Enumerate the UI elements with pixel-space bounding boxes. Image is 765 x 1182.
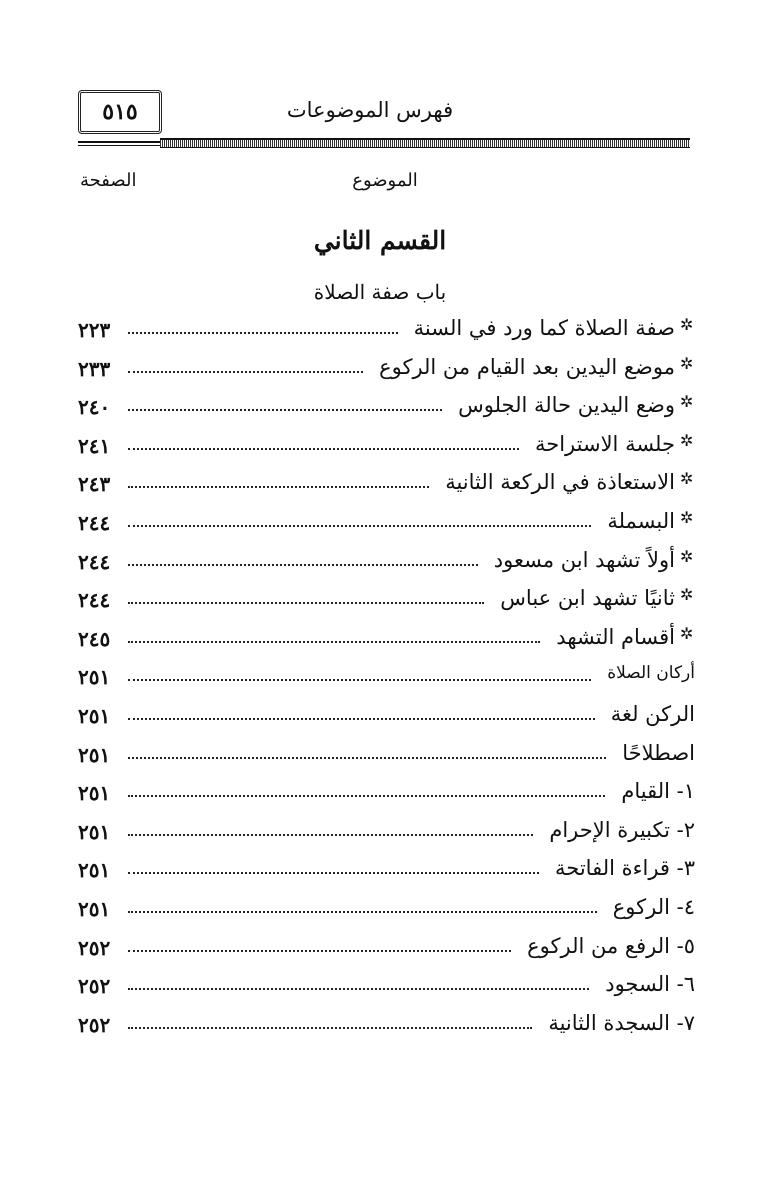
toc-entry-text: موضع اليدين بعد القيام من الركوع	[379, 354, 675, 379]
toc-entry-text: ٦- السجود	[605, 972, 695, 997]
toc-page-number: ٢٤٥	[78, 626, 111, 651]
toc-page-number: ٢٥١	[78, 665, 111, 690]
toc-entry	[454, 393, 695, 417]
flower-bullet-icon	[681, 360, 695, 374]
toc-leader-dots	[128, 525, 591, 527]
flower-bullet-icon	[681, 591, 695, 605]
running-header-title: فهرس الموضوعات	[286, 98, 454, 122]
toc-row	[78, 659, 695, 698]
toc-page-number: ٢٥١	[78, 819, 111, 844]
toc-entry	[490, 548, 695, 572]
toc-entry	[609, 895, 695, 919]
toc-leader-dots	[128, 371, 363, 373]
flower-bullet-icon	[681, 475, 695, 489]
toc-row	[78, 389, 695, 428]
toc-page-number: ٢٤١	[78, 433, 111, 458]
toc-leader-dots	[128, 834, 533, 836]
toc-entry	[551, 856, 695, 880]
toc-leader-dots	[128, 679, 591, 681]
toc-entry	[603, 663, 695, 683]
toc-row	[78, 428, 695, 467]
toc-page-number: ٢٥٢	[78, 974, 111, 999]
toc-leader-dots	[128, 795, 605, 797]
toc-leader-dots	[128, 950, 511, 952]
flower-bullet-icon	[681, 514, 695, 528]
toc-entry-text: وضع اليدين حالة الجلوس	[458, 393, 675, 418]
header-rule	[160, 138, 690, 148]
toc-row	[78, 852, 695, 891]
toc-row	[78, 930, 695, 969]
toc-entry	[496, 586, 695, 610]
toc-entry	[552, 625, 695, 649]
page-number	[78, 90, 162, 134]
toc-entry	[375, 355, 695, 379]
toc-entry	[545, 818, 695, 842]
toc-leader-dots	[128, 988, 589, 990]
toc-leader-dots	[128, 718, 595, 720]
toc-entry-text: الركن لغة	[610, 701, 695, 726]
toc-entry-text: ٧- السجدة الثانية	[548, 1010, 695, 1035]
toc-page-number: ٢٤٤	[78, 510, 111, 535]
toc-row	[78, 351, 695, 390]
toc-leader-dots	[128, 332, 398, 334]
toc-entry-text: ثانيًا تشهد ابن عباس	[500, 586, 675, 611]
toc-row	[78, 312, 695, 351]
toc-row	[78, 544, 695, 583]
toc-entry-text: أولاً تشهد ابن مسعود	[493, 547, 675, 572]
section-title: القسم الثاني	[313, 226, 447, 255]
toc-entry	[617, 779, 695, 803]
toc-entry	[607, 702, 695, 726]
toc-row	[78, 968, 695, 1007]
toc-page-number: ٢٥٢	[78, 1012, 111, 1037]
toc-entry-text: جلسة الاستراحة	[534, 431, 675, 456]
toc-page-number: ٢٢٣	[78, 318, 111, 342]
toc-leader-dots	[128, 486, 429, 488]
toc-row	[78, 505, 695, 544]
toc-row	[78, 621, 695, 660]
toc-entry-text: ٣- قراءة الفاتحة	[555, 856, 695, 881]
toc-leader-dots	[128, 641, 540, 643]
toc-page-number: ٢٥١	[78, 858, 111, 883]
toc-leader-dots	[128, 911, 597, 913]
toc-row	[78, 582, 695, 621]
toc-entry	[410, 316, 695, 340]
toc-leader-dots	[128, 602, 484, 604]
toc-leader-dots	[128, 409, 442, 411]
toc-entry-text: ٥- الرفع من الركوع	[527, 933, 695, 958]
toc-entry-text: البسملة	[607, 508, 675, 533]
toc-entry	[544, 1011, 695, 1035]
toc-page-number: ٢٤٤	[78, 588, 111, 613]
toc-entry	[601, 972, 695, 996]
toc-page-number: ٢٥١	[78, 781, 111, 806]
toc-row	[78, 814, 695, 853]
toc-row	[78, 891, 695, 930]
toc-page-number: ٢٣٣	[78, 356, 111, 381]
toc-entry-text: صفة الصلاة كما ورد في السنة	[413, 316, 675, 340]
flower-bullet-icon	[681, 321, 695, 335]
toc-leader-dots	[128, 448, 519, 450]
toc-leader-dots	[128, 1027, 532, 1029]
flower-bullet-icon	[681, 437, 695, 451]
toc-page-number: ٢٥١	[78, 703, 111, 728]
toc-row	[78, 775, 695, 814]
toc-entry	[603, 509, 695, 533]
toc-page-number: ٢٤٤	[78, 549, 111, 574]
toc-row	[78, 1007, 695, 1046]
toc-row	[78, 698, 695, 737]
table-of-contents	[78, 312, 695, 1045]
toc-page-number: ٢٤٣	[78, 472, 111, 497]
toc-entry	[618, 741, 695, 765]
column-heading-subject: الموضوع	[352, 170, 418, 191]
toc-row	[78, 466, 695, 505]
toc-entry-text: اصطلاحًا	[622, 740, 695, 765]
toc-leader-dots	[128, 564, 478, 566]
toc-entry	[531, 432, 695, 456]
flower-bullet-icon	[681, 630, 695, 644]
column-heading-page: الصفحة	[80, 170, 137, 191]
toc-entry-text: أقسام التشهد	[556, 624, 675, 649]
toc-entry	[523, 934, 695, 958]
toc-entry-text: ١- القيام	[621, 779, 695, 804]
page-number-text: ٥١٥	[102, 99, 138, 125]
toc-entry-text: ٢- تكبيرة الإحرام	[549, 817, 695, 842]
toc-entry-text: ٤- الركوع	[612, 894, 695, 919]
toc-row	[78, 737, 695, 776]
toc-entry-text: الاستعاذة في الركعة الثانية	[445, 470, 675, 495]
flower-bullet-icon	[681, 398, 695, 412]
toc-entry-text: أركان الصلاة	[607, 663, 695, 684]
toc-entry	[441, 470, 695, 494]
toc-page-number: ٢٥٢	[78, 935, 111, 960]
header-rule-left	[78, 141, 160, 146]
chapter-title: باب صفة الصلاة	[313, 280, 447, 304]
flower-bullet-icon	[681, 553, 695, 567]
toc-leader-dots	[128, 872, 539, 874]
toc-page-number: ٢٥١	[78, 742, 111, 767]
toc-leader-dots	[128, 757, 606, 759]
toc-page-number: ٢٤٠	[78, 395, 111, 420]
toc-page-number: ٢٥١	[78, 896, 111, 921]
